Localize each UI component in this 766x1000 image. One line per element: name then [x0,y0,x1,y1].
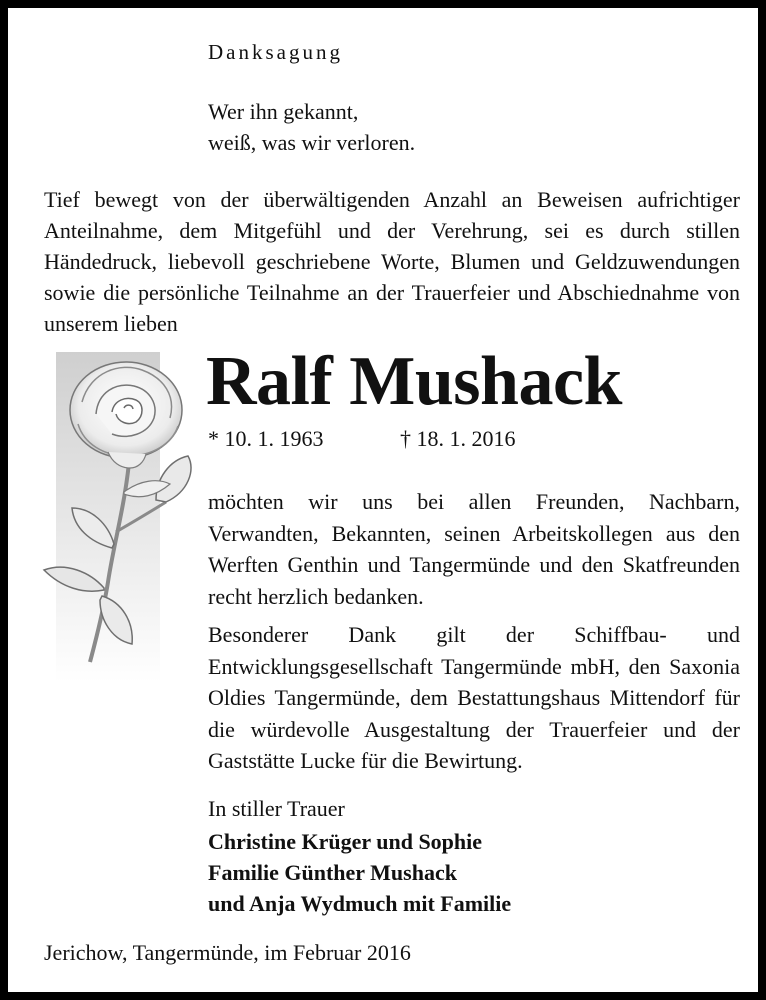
signer-line: Familie Günther Mushack [208,860,457,885]
signer-line: Christine Krüger und Sophie [208,829,483,854]
thanks-paragraph: möchten wir uns bei allen Freunden, Nachbarn, Verwandten, Bekannten, seinen Arbeitskollegen aus den Werften Genthin und Tangermünde und den Skatfreunden recht herzlich bedanken. [208,489,740,609]
deceased-name: Ralf Mushack [206,343,622,420]
verse-line: weiß, was wir verloren. [208,130,416,155]
notice-heading: Danksagung [208,40,343,64]
special-thanks-paragraph: Besonderer Dank gilt der Schiffbau- und Entwicklungsgesellschaft Tangermünde mbH, den Saxonia Oldies Tangermünde, dem Bestattungshaus Mittendorf für die würdevolle Ausgestaltung der Trauerfeier und der Gaststätte Lucke für die Bewirtung. [208,622,740,773]
verse-line: Wer ihn gekannt, [208,99,359,124]
death-date: † 18. 1. 2016 [400,426,516,451]
intro-paragraph: Tief bewegt von der überwältigenden Anzahl an Beweisen aufrichtiger Anteilnahme, dem Mitgefühl und der Verehrung, sei es durch stillen Händedruck, liebevoll geschriebene Worte, Blumen und Geldzuwendungen sowie die persönliche Teilnahme an der Trauerfeier und Abschiednahme von unserem lieben [44,187,740,336]
mourning-label: In stiller Trauer [208,796,345,821]
rose-icon [38,352,198,682]
place-date: Jerichow, Tangermünde, im Februar 2016 [44,940,411,965]
signers-list [208,826,511,919]
birth-date: * 10. 1. 1963 [208,426,324,451]
signer-line: und Anja Wydmuch mit Familie [208,891,512,916]
memorial-verse [208,96,415,158]
